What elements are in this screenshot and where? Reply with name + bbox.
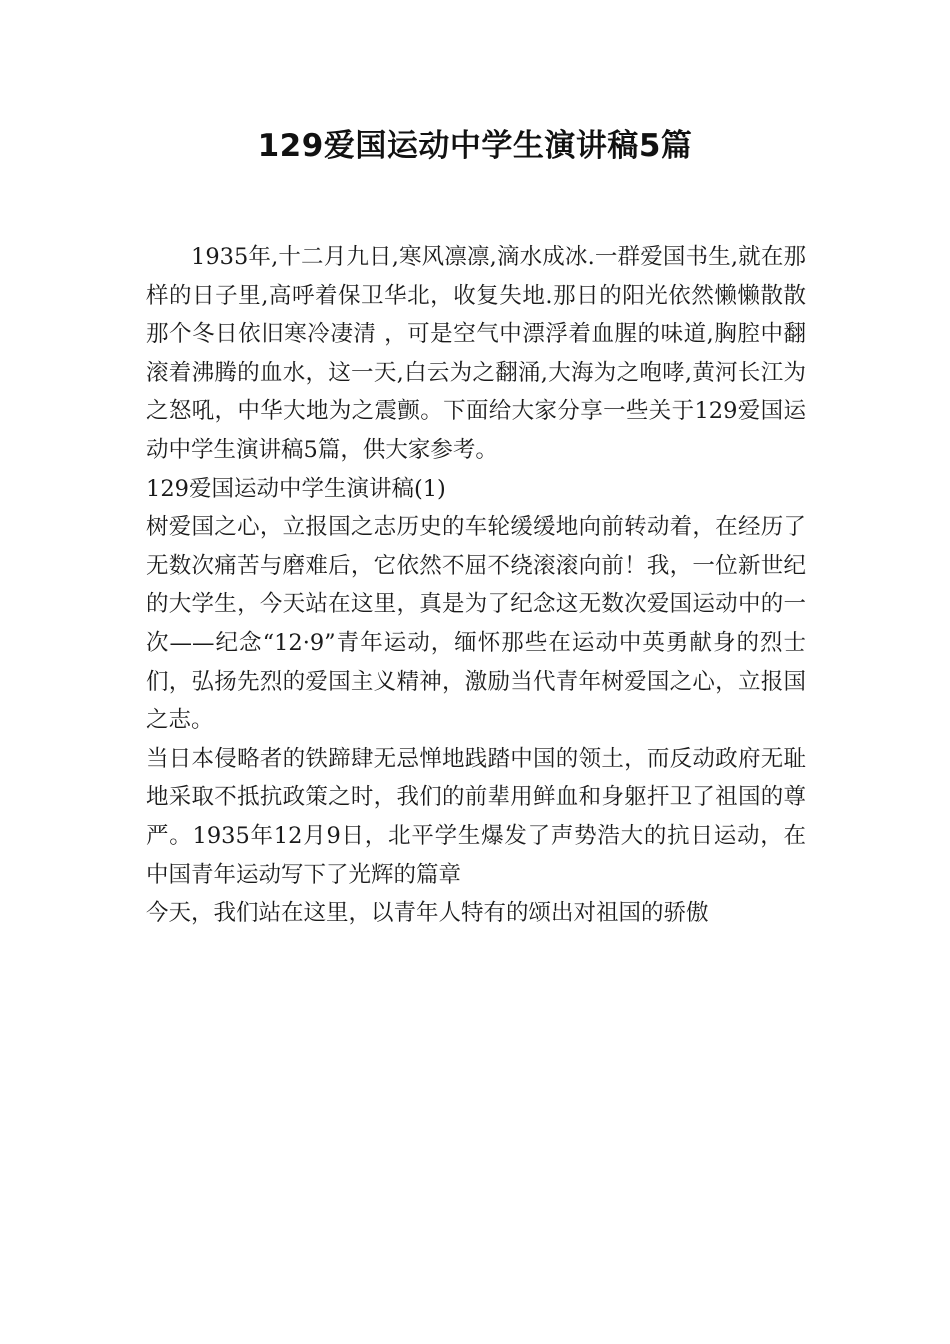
intro-paragraph: 1935年,十二月九日,寒风凛凛,滴水成冰.一群爱国书生,就在那样的日子里,高呼着保卫华北，收复失地.那日的阳光依然懒懒散散那个冬日依旧寒冷凄清 ，可是空气中漂浮着血腥的味道,胸腔中翻滚着沸腾的血水，这一天,白云为之翻涌,大海为之咆哮,黄河长江为之怒吼，中华大地为之震颤。下面给大家分享一些关于129爱国运动中学生演讲稿5篇，供大家参考。: [146, 244, 806, 463]
document-title: 129爱国运动中学生演讲稿5篇: [257, 128, 693, 164]
body-paragraph: 树爱国之心，立报国之志历史的车轮缓缓地向前转动着，在经历了无数次痛苦与磨难后，它依然不屈不绕滚滚向前！我，一位新世纪的大学生，今天站在这里，真是为了纪念这无数次爱国运动中的一次——纪念“12·9”青年运动，缅怀那些在运动中英勇献身的烈士们，弘扬先烈的爱国主义精神，激励当代青年树爱国之心，立报国之志。: [146, 514, 806, 734]
document-body: [146, 238, 806, 933]
body-paragraph: 今天，我们站在这里，以青年人特有的颂出对祖国的骄傲: [146, 900, 709, 927]
section-heading: 129爱国运动中学生演讲稿(1): [146, 475, 446, 502]
body-paragraph: 当日本侵略者的铁蹄肆无忌惮地践踏中国的领土，而反动政府无耻地采取不抵抗政策之时，我们的前辈用鲜血和身躯扞卫了祖国的尊严。1935年12月9日，北平学生爆发了声势浩大的抗日运动，在中国青年运动写下了光辉的篇章: [146, 745, 806, 888]
